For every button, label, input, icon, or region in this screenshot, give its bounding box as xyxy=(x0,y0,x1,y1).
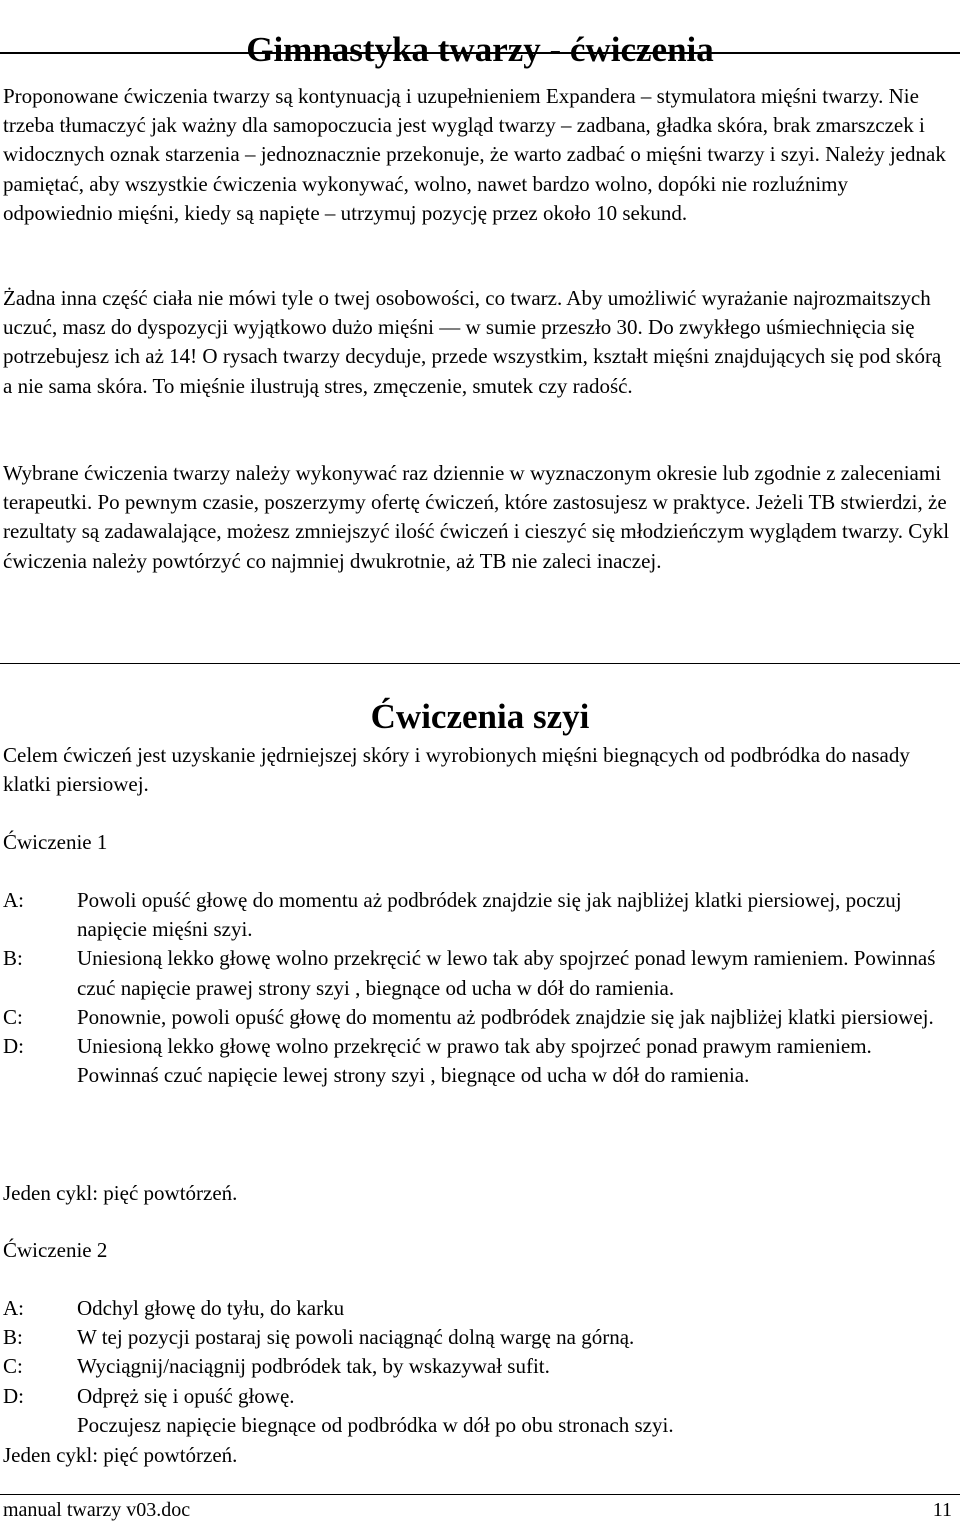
step-text: Ponownie, powoli opuść głowę do momentu aż podbródek znajdzie się jak najbliżej klatki piersiowej. xyxy=(77,1004,934,1029)
footer-filename: manual twarzy v03.doc xyxy=(3,1499,191,1521)
step-text: Uniesioną lekko głowę wolno przekręcić w lewo tak aby spojrzeć ponad lewym ramieniem. Powinnaś czuć napięcie prawej strony szyi , biegnące od ucha w dół do ramienia. xyxy=(77,946,936,1000)
list-item xyxy=(3,1294,953,1323)
footer-divider xyxy=(0,1494,960,1495)
step-text: Poczujesz napięcie biegnące od podbródka w dół po obu stronach szyi. xyxy=(77,1412,674,1437)
list-item xyxy=(3,1382,953,1411)
step-letter: C: xyxy=(3,1004,23,1029)
intro-paragraph-1: Proponowane ćwiczenia twarzy są kontynuacją i uzupełnieniem Expandera – stymulatora mięśni twarzy. Nie trzeba tłumaczyć jak ważny dla samopoczucia jest wygląd twarzy – zadbana, gładka skóra, brak zmarszczek i widocznych oznak starzenia – jednoznacznie przekonuje, że warto zadbać o mięśni twarzy i szyi. Należy jednak pamiętać, aby wszystkie ćwiczenia wykonywać, wolno, nawet bardzo wolno, dopóki nie rozluźnimy odpowiednio mięśni, kiedy są napięte – utrzymuj pozycję przez około 10 sekund. xyxy=(3,84,946,225)
list-item xyxy=(3,886,953,944)
step-letter: D: xyxy=(3,1034,24,1059)
list-item xyxy=(3,1352,953,1381)
page-number: 11 xyxy=(932,1499,952,1521)
page-title: Gimnastyka twarzy - ćwiczenia xyxy=(246,30,714,70)
list-item xyxy=(3,1323,953,1352)
section-title: Ćwiczenia szyi xyxy=(370,697,590,737)
exercise-1-steps xyxy=(3,886,953,1090)
step-letter: A: xyxy=(3,1296,24,1320)
exercise-2-cycle: Jeden cykl: pięć powtórzeń. xyxy=(3,1443,238,1467)
step-letter: B: xyxy=(3,1325,23,1350)
list-item xyxy=(3,1032,953,1090)
step-letter: D: xyxy=(3,1383,24,1408)
exercise-2-steps xyxy=(3,1294,953,1440)
section-intro: Celem ćwiczeń jest uzyskanie jędrniejszej skóry i wyrobionych mięśni biegnących od podbródka do nasady klatki piersiowej. xyxy=(3,743,910,797)
step-text: Powoli opuść głowę do momentu aż podbródek znajdzie się jak najbliżej klatki piersiowej, poczuj napięcie mięśni szyi. xyxy=(77,888,902,942)
step-text: Uniesioną lekko głowę wolno przekręcić w prawo tak aby spojrzeć ponad prawym ramieniem. Powinnaś czuć napięcie lewej strony szyi , biegnące od ucha w dół do ramienia. xyxy=(77,1034,872,1088)
section-divider xyxy=(0,663,960,664)
step-text: Odchyl głowę do tyłu, do karku xyxy=(77,1296,345,1320)
exercise-1-heading: Ćwiczenie 1 xyxy=(3,830,108,854)
step-letter: B: xyxy=(3,946,23,971)
step-letter: A: xyxy=(3,888,24,912)
list-item xyxy=(3,944,953,1002)
list-item xyxy=(3,1411,953,1440)
title-divider xyxy=(0,52,960,54)
exercise-2-heading: Ćwiczenie 2 xyxy=(3,1238,108,1262)
exercise-1-cycle: Jeden cykl: pięć powtórzeń. xyxy=(3,1181,238,1205)
step-letter: C: xyxy=(3,1354,23,1379)
step-text: W tej pozycji postaraj się powoli naciągnąć dolną wargę na górną. xyxy=(77,1325,635,1350)
intro-paragraph-3: Wybrane ćwiczenia twarzy należy wykonywać raz dziennie w wyznaczonym okresie lub zgodnie z zaleceniami terapeutki. Po pewnym czasie, poszerzymy ofertę ćwiczeń, które zastosujesz w praktyce. Jeżeli TB stwierdzi, że rezultaty są zadawalające, możesz zmniejszyć ilość ćwiczeń i cieszyć się młodzieńczym wyglądem twarzy. Cykl ćwiczenia należy powtórzyć co najmniej dwukrotnie, aż TB nie zaleci inaczej. xyxy=(3,461,950,573)
step-text: Odpręż się i opuść głowę. xyxy=(77,1383,295,1408)
step-text: Wyciągnij/naciągnij podbródek tak, by wskazywał sufit. xyxy=(77,1354,550,1379)
list-item xyxy=(3,1003,953,1032)
intro-paragraph-2: Żadna inna część ciała nie mówi tyle o twej osobowości, co twarz. Aby umożliwić wyrażanie najrozmaitszych uczuć, masz do dyspozycji wyjątkowo dużo mięśni — w sumie przeszło 30. Do zwykłego uśmiechnięcia się potrzebujesz ich aż 14! O rysach twarzy decyduje, przede wszystkim, kształt mięśni znajdujących się pod skórą a nie sama skóra. To mięśnie ilustrują stres, zmęczenie, smutek czy radość. xyxy=(3,286,942,398)
